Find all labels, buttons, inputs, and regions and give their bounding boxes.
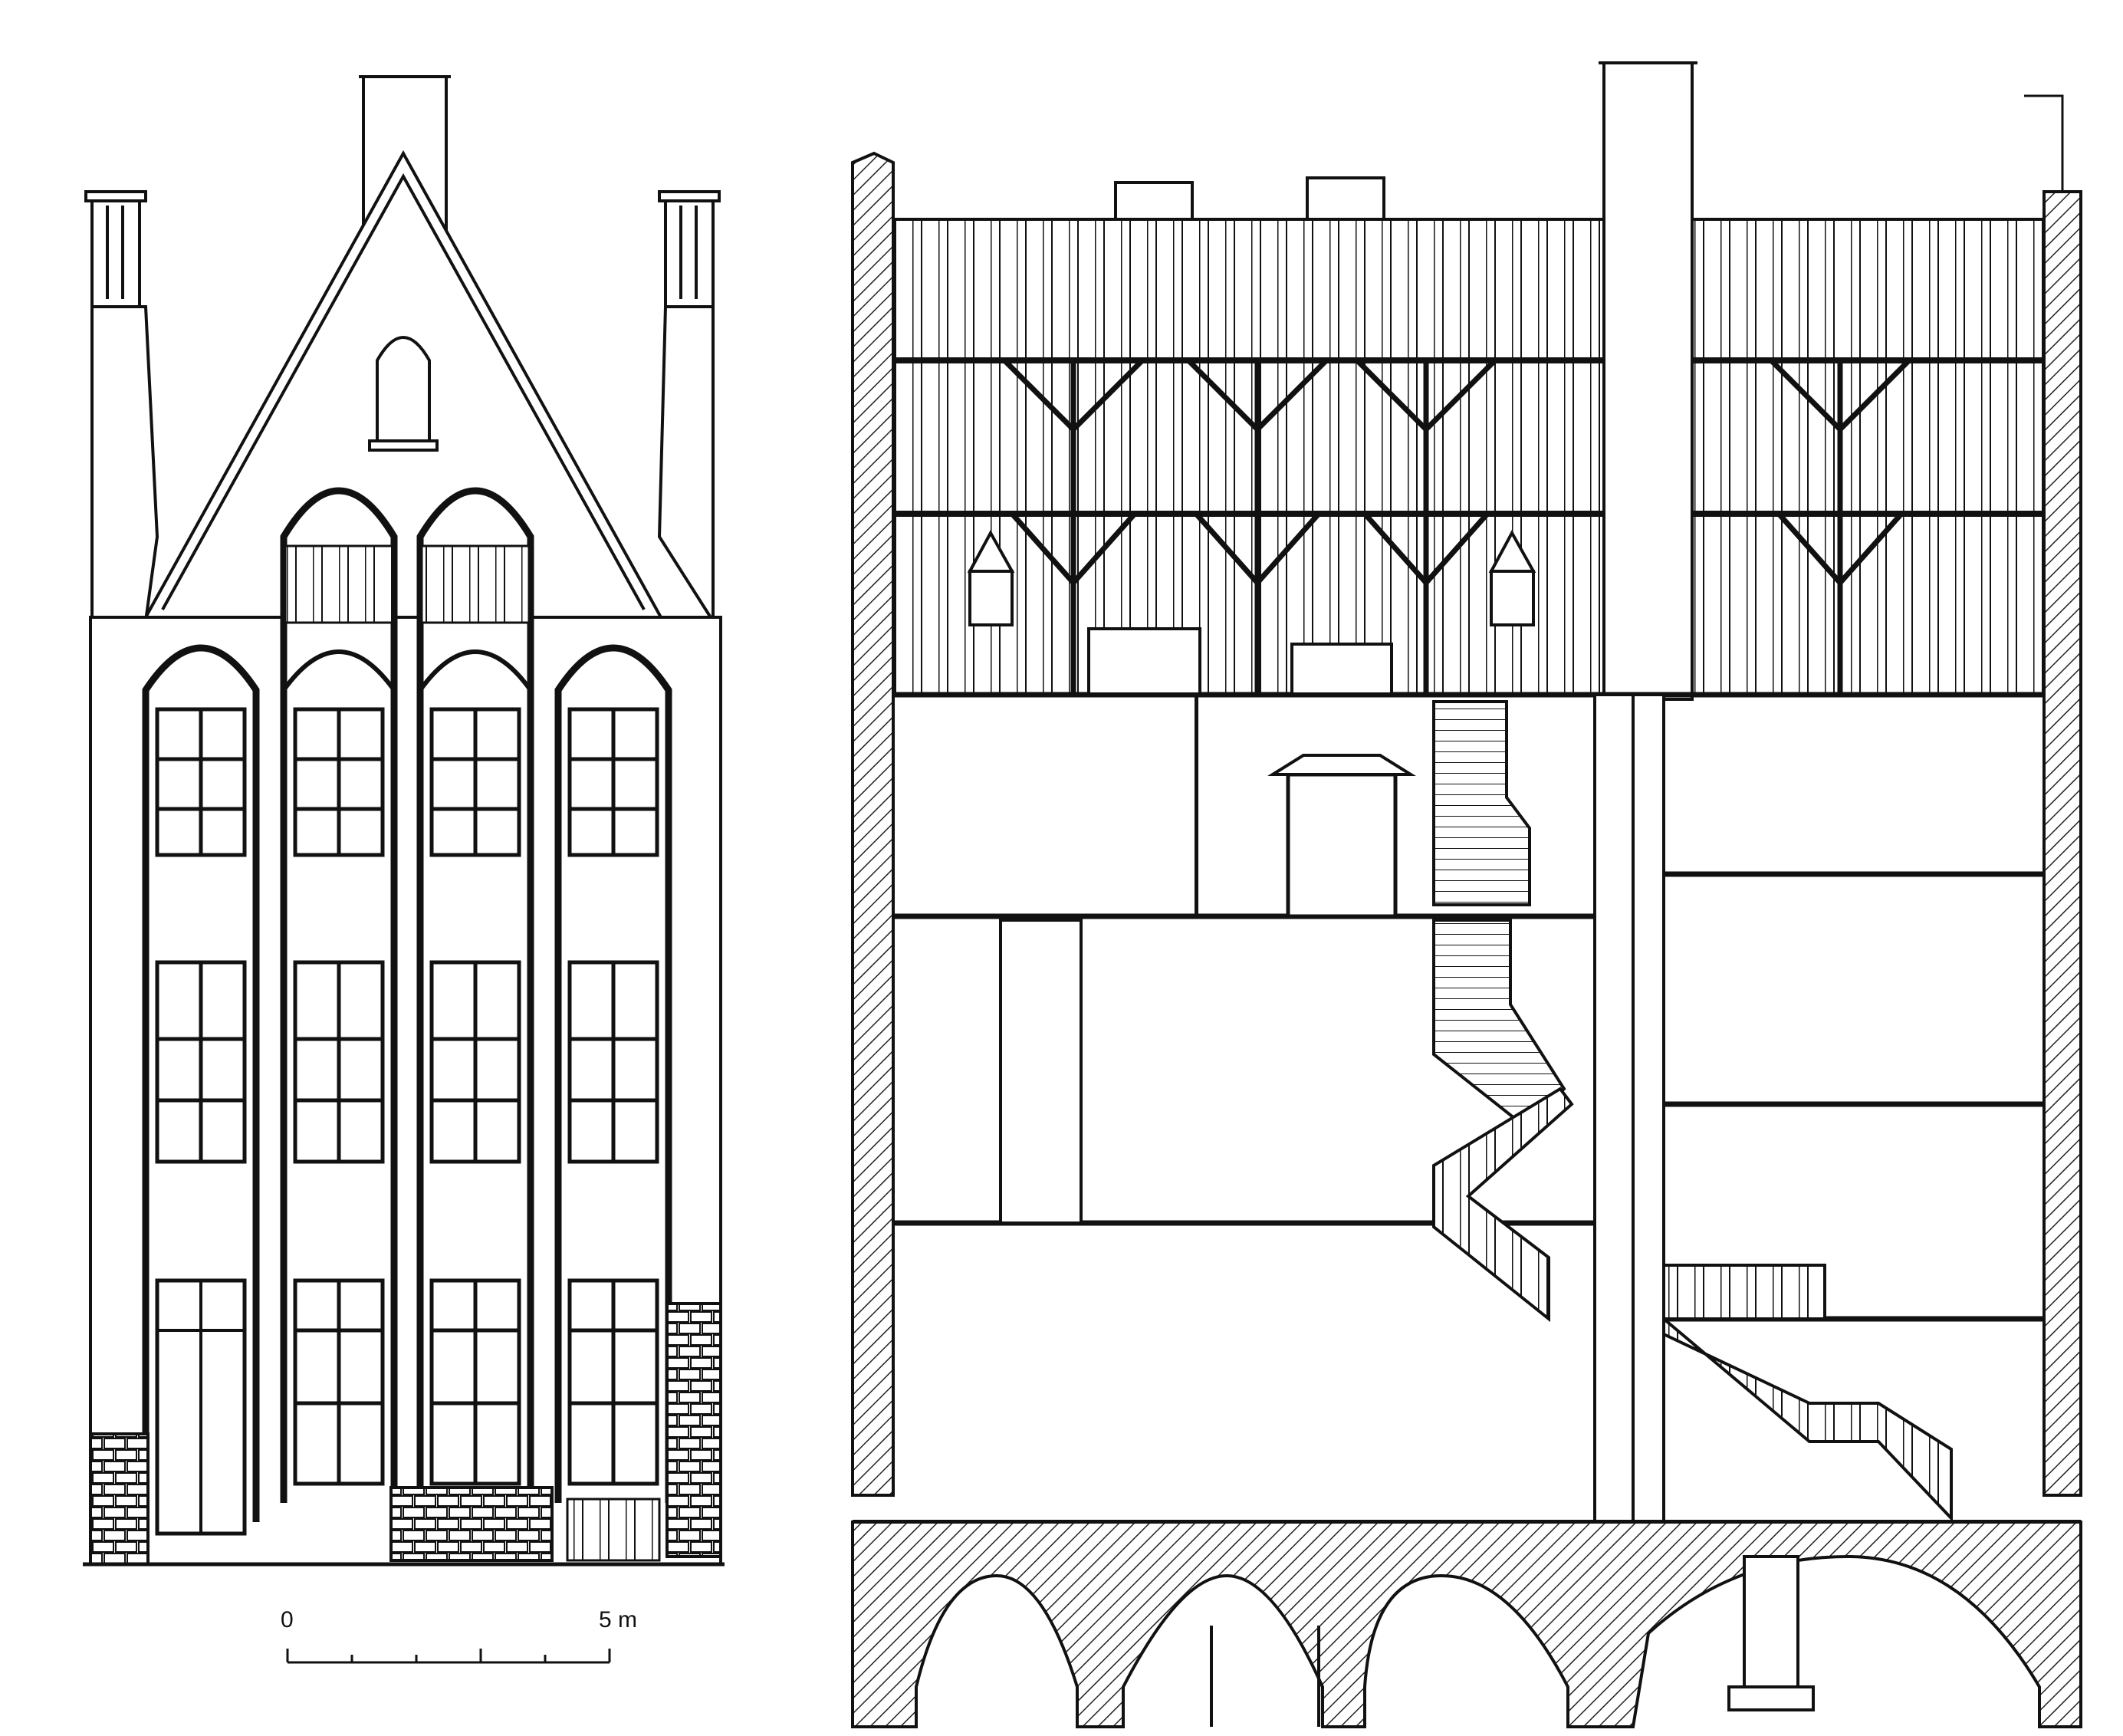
section-attic-right: [1692, 219, 2044, 695]
section-central-wall: [1595, 695, 1633, 1523]
scale-bar: [288, 1649, 610, 1662]
scale-start-label: 0: [281, 1607, 294, 1632]
scale-end-label: 5 m: [599, 1607, 638, 1632]
section-fireplace: [1288, 774, 1395, 916]
building-section: [853, 63, 2081, 1727]
section-chimney-3: [1604, 63, 1692, 699]
facade-gable-window: [377, 337, 429, 445]
section-staircase-upper: [1434, 702, 1530, 905]
section-left-wall: [853, 153, 893, 1495]
section-staircase-rear: [1664, 1265, 1825, 1319]
section-staircase-lower: [1434, 1089, 1572, 1319]
facade-right-chimney: [665, 192, 713, 307]
section-staircase-middle: [1434, 920, 1564, 1127]
section-right-wall: [2044, 192, 2081, 1495]
section-cellar: [853, 1522, 2081, 1727]
section-chimney-1: [1116, 182, 1192, 221]
facade-brick-plinth: [90, 1434, 148, 1564]
section-chimney-2: [1307, 178, 1384, 221]
facade-elevation: [83, 77, 725, 1564]
facade-left-chimney: [92, 192, 140, 307]
